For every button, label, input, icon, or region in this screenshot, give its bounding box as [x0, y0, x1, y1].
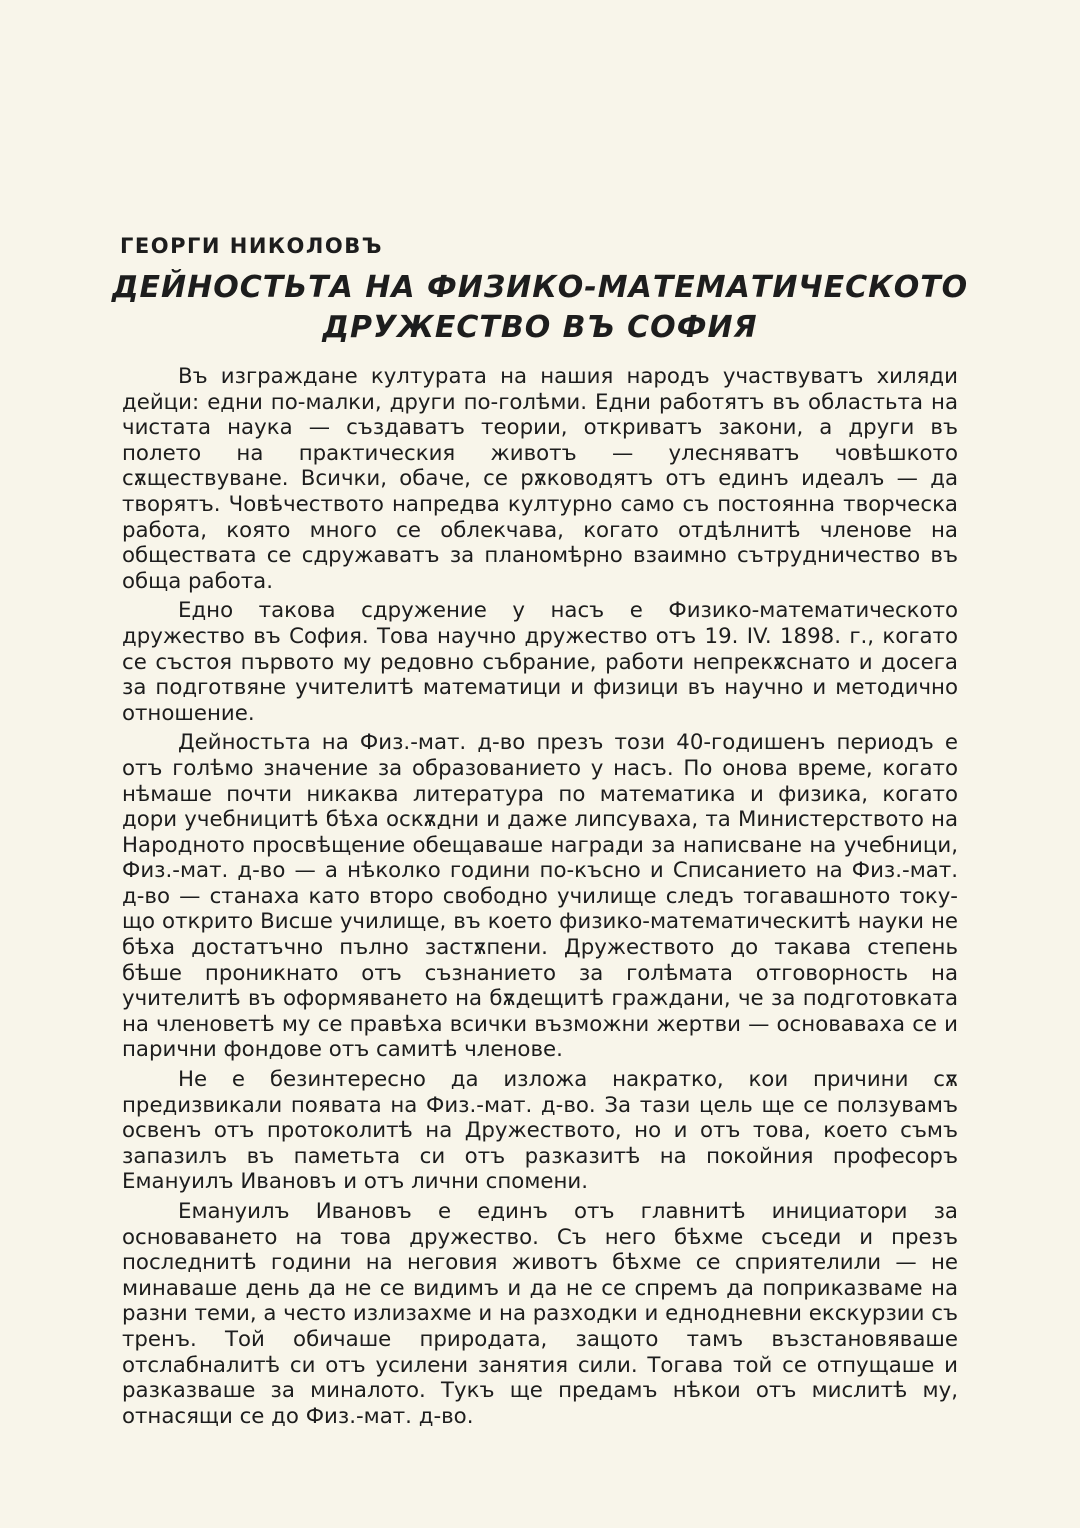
paragraph-4: Не е безинтересно да изложа накратко, кои причини сѫ предизвикали появата на Физ.-мат. д-во. За тази цель ще се ползувамъ освенъ отъ протоколитѣ на Дружеството, но и отъ това, което съмъ запазилъ въ паметьта си отъ разказитѣ на покойния професоръ Емануилъ Ивановъ и отъ лични спомени. [122, 1067, 958, 1195]
paragraph-2: Едно такова сдружение у насъ е Физико-математическото дружество въ София. Това научно дружество отъ 19. IV. 1898. г., когато се състоя първото му редовно събрание, работи непрекѫснато и досега за подготвяне учителитѣ математици и физици въ научно и методично отношение. [122, 598, 958, 726]
paragraph-1: Въ изграждане културата на нашия народъ участвуватъ хиляди дейци: едни по-малки, други по-голѣми. Едни работятъ въ областьта на чистата наука — създаватъ теории, откриватъ закони, а други въ полето на практическия животъ — улесняватъ човѣшкото сѫществуване. Всички, обаче, се рѫководятъ отъ единъ идеалъ — да творятъ. Човѣчеството напредва културно само съ постоянна творческа работа, която много се облекчава, когато отдѣлнитѣ членове на обществата се сдружаватъ за планомѣрно взаимно сътрудничество въ обща работа. [122, 364, 958, 594]
title-line-2: ДРУЖЕСТВО ВЪ СОФИЯ [322, 310, 758, 345]
article-body [122, 364, 958, 1433]
article-title [100, 268, 980, 348]
paragraph-3: Дейностьта на Физ.-мат. д-во презъ този 40-годишенъ периодъ е отъ голѣмо значение за образованието у насъ. По онова време, когато нѣмаше почти никаква литература по математика и физика, когато дори учебницитѣ бѣха оскѫдни и даже липсуваха, та Министерството на Народното просвѣщение обещаваше награди за написване на учебници, Физ.-мат. д-во — а нѣколко години по-късно и Списанието на Физ.-мат. д-во — станаха като второ свободно училище следъ тогавашното току-що открито Висше училище, въ което физико-математическитѣ науки не бѣха достатъчно пълно застѫпени. Дружеството до такава степень бѣше проникнато отъ съзнанието за голѣмата отговорность на учителитѣ въ оформяването на бѫдещитѣ граждани, че за подготовката на членоветѣ му се правѣха всички възможни жертви — основаваха се и парични фондове отъ самитѣ членове. [122, 730, 958, 1063]
title-line-1: ДЕЙНОСТЬТА НА ФИЗИКО-МАТЕМАТИЧЕСКОТО [111, 270, 969, 305]
author-name: ГЕОРГИ НИКОЛОВЪ [120, 234, 383, 258]
paragraph-5: Емануилъ Ивановъ е единъ отъ главнитѣ инициатори за основаването на това дружество. Съ него бѣхме съседи и презъ последнитѣ години на неговия животъ бѣхме се сприятелили — не минаваше день да не се видимъ и да не се спремъ да поприказваме на разни теми, а често излизахме и на разходки и еднодневни екскурзии съ тренъ. Той обичаше природата, защото тамъ възстановяваше отслабналитѣ си отъ усилени занятия сили. Тогава той се отпущаше и разказваше за миналото. Тукъ ще предамъ нѣкои отъ мислитѣ му, отнасящи се до Физ.-мат. д-во. [122, 1199, 958, 1429]
